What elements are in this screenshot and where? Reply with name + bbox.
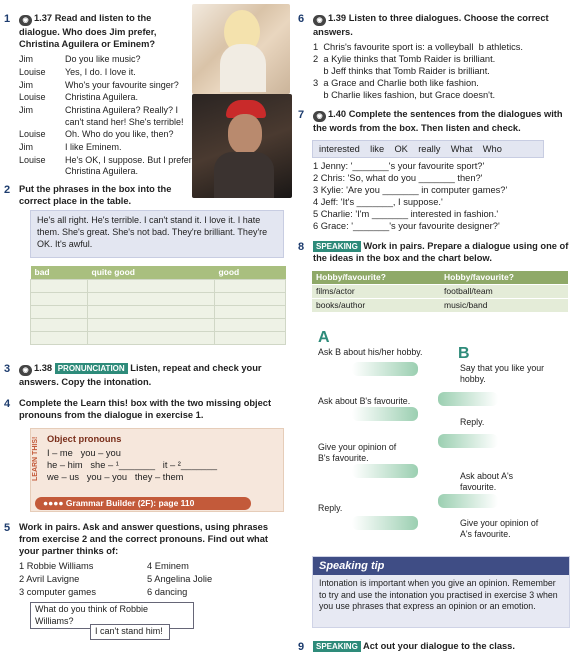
audio-cd-icon: ◉: [313, 111, 326, 122]
list-item: 1 Jenny: '_______'s your favourite sport?': [313, 161, 485, 171]
list-item: 1 Chris's favourite sport is: a volleyball b athletics.: [313, 42, 524, 53]
audio-cd-icon: ◉: [19, 15, 32, 26]
phrase-list: He's all right. He's terrible. I can't stand it. I love it. I hate them. She's great. She's not bad. They're brilliant. They're OK. It's awful.: [37, 215, 268, 250]
table-row: films/actor football/team: [312, 285, 568, 299]
dialogue-line: Yes, I do. I love it.: [65, 66, 136, 77]
dialogue-line: Do you like music?: [65, 54, 141, 65]
speaker-name: Louise: [19, 154, 46, 165]
christina-aguilera-photo: [192, 4, 290, 94]
audio-cd-icon: ◉: [313, 15, 326, 26]
exercise-instruction: SPEAKING Work in pairs. Prepare a dialogue using one of the ideas in the box and the chart below.: [313, 241, 569, 264]
left-arrow-icon: [438, 494, 498, 508]
flow-step: Ask about A's favourite.: [460, 471, 514, 492]
flow-step: Ask B about his/her hobby.: [318, 347, 423, 357]
table-cell[interactable]: [214, 293, 285, 306]
pronoun-row: I – me you – you: [47, 448, 121, 459]
answer-table: [30, 266, 286, 345]
list-item: 6 dancing: [147, 587, 188, 598]
table-cell[interactable]: [31, 332, 88, 345]
dialogue-line: Who's your favourite singer?: [65, 79, 179, 90]
audio-cd-icon: ◉: [19, 365, 32, 376]
word-box: interested like OK really What Who: [312, 140, 544, 158]
table-cell[interactable]: [214, 319, 285, 332]
table-cell[interactable]: [31, 293, 88, 306]
table-cell[interactable]: [88, 319, 215, 332]
exercise-instruction: ◉ 1.39 Listen to three dialogues. Choose the correct answers.: [313, 13, 549, 37]
table-cell[interactable]: [31, 280, 88, 293]
exercise-1: [4, 12, 192, 178]
dialogue-line: Christina Aguilera? Really? I can't stand her! She's terrible!: [65, 104, 184, 127]
speaker-name: Louise: [19, 66, 46, 77]
exercise-number: 6: [298, 13, 305, 25]
exercise-instruction: Complete the Learn this! box with the two missing object pronouns from the dialogue in exercise 1.: [19, 398, 272, 421]
exercise-2: [4, 183, 286, 207]
speaker-name: Jim: [19, 54, 33, 65]
exercise-8: [298, 240, 570, 264]
pronunciation-tag: PRONUNCIATION: [55, 363, 128, 374]
sentence-list: [313, 160, 571, 232]
flow-step: Reply.: [460, 417, 485, 427]
column-quite-good: quite good: [88, 266, 215, 280]
exercise-instruction: ◉ 1.38 PRONUNCIATION Listen, repeat and check your answers. Copy the intonation.: [19, 363, 262, 387]
flow-step: Give your opinion of B's favourite.: [318, 442, 397, 463]
exercise-number: 9: [298, 641, 305, 653]
list-item: 3 a Grace and Charlie both like fashion.: [313, 78, 479, 89]
hobby-table: [312, 271, 568, 312]
dialogue-line: Christina Aguilera.: [65, 92, 139, 103]
dialogue-line: Oh. Who do you like, then?: [65, 129, 174, 140]
right-arrow-icon: [352, 464, 418, 478]
table-cell[interactable]: [88, 332, 215, 345]
speaking-tip-heading: Speaking tip: [313, 557, 569, 575]
list-item: 3 Kylie: 'Are you _______ in computer games?': [313, 185, 508, 196]
speaker-name: Jim: [19, 141, 33, 152]
column-header: Hobby/favourite?: [312, 271, 440, 285]
exercise-instruction: Work in pairs. Ask and answer questions, using phrases from exercise 2 and the correct pronouns. Find out what your partner thinks of:: [19, 522, 269, 557]
speaking-tag: SPEAKING: [313, 641, 361, 652]
list-item: 1 Robbie Williams: [19, 561, 94, 572]
flow-step: Reply.: [318, 503, 343, 513]
speaker-name: Louise: [19, 92, 46, 103]
exercise-6: [298, 12, 570, 101]
list-item: 5 Charlie: 'I'm _______ interested in fashion.': [313, 209, 499, 220]
table-cell[interactable]: [31, 319, 88, 332]
exercise-7: [298, 108, 570, 134]
list-item: 2 Avril Lavigne: [19, 574, 80, 585]
speaking-tip-box: [312, 556, 570, 628]
exercise-number: 1: [4, 13, 11, 25]
list-item: b Charlie likes fashion, but Grace doesn't.: [313, 90, 496, 101]
flow-step: Say that you like your hobby.: [460, 363, 545, 384]
learn-this-side-label: LEARN THIS!: [32, 436, 39, 482]
list-item: 2 a Kylie thinks that Tomb Raider is brilliant.: [313, 54, 496, 65]
flow-step: Give your opinion of A's favourite.: [460, 518, 539, 539]
exercise-4: [4, 397, 286, 421]
speaker-name: Jim: [19, 79, 33, 90]
answer-speech-bubble: I can't stand him!: [90, 624, 170, 640]
item-list: [19, 560, 286, 598]
table-cell[interactable]: [214, 306, 285, 319]
exercise-instruction: SPEAKING Act out your dialogue to the class.: [313, 640, 570, 652]
right-arrow-icon: [352, 516, 418, 530]
grammar-builder-link[interactable]: ●●●● Grammar Builder (2F): page 110: [35, 497, 251, 510]
list-item: 6 Grace: '_______'s your favourite designer?': [313, 221, 500, 232]
exercise-instruction: ◉ 1.37 Read and listen to the dialogue. Who does Jim prefer, Christina Aguilera or Eminem?: [19, 13, 157, 50]
list-item: 5 Angelina Jolie: [147, 574, 213, 585]
list-item: 2 Chris: 'So, what do you _______ then?': [313, 173, 483, 184]
dialogue-line: He's OK, I suppose. But I prefer Christina Aguilera.: [65, 154, 192, 177]
pronoun-row: we – us you – you they – them: [47, 472, 184, 483]
table-cell[interactable]: [214, 280, 285, 293]
list-item: 3 computer games: [19, 587, 96, 598]
exercise-3: [4, 362, 286, 388]
left-arrow-icon: [438, 434, 498, 448]
table-cell[interactable]: [214, 332, 285, 345]
right-arrow-icon: [352, 362, 418, 376]
exercise-number: 8: [298, 241, 305, 253]
speaker-name: Louise: [19, 129, 46, 140]
learn-this-box: [30, 428, 284, 512]
speaking-tag: SPEAKING: [313, 241, 361, 252]
table-cell[interactable]: [88, 293, 215, 306]
table-cell[interactable]: [88, 306, 215, 319]
exercise-number: 4: [4, 398, 11, 410]
list-item: b Jeff thinks that Tomb Raider is brilliant.: [313, 66, 490, 77]
exercise-number: 3: [4, 363, 11, 375]
column-header: Hobby/favourite?: [440, 271, 568, 285]
dialogue-line: I like Eminem.: [65, 141, 122, 152]
speaking-tip-text: Intonation is important when you give an opinion. Remember to try and use the intonation you practised in exercise 3 when you use phrases that express an opinion or an emotion.: [319, 578, 558, 612]
dialogue: [19, 54, 192, 178]
exercise-5: [4, 521, 286, 598]
flow-step: Ask about B's favourite.: [318, 396, 411, 406]
column-good: good: [214, 266, 285, 280]
table-cell[interactable]: [88, 280, 215, 293]
exercise-number: 7: [298, 109, 305, 121]
pronoun-row: he – him she – ¹_______ it – ²_______: [47, 460, 218, 471]
exercise-number: 5: [4, 522, 11, 534]
table-row: books/author music/band: [312, 299, 568, 313]
table-cell[interactable]: [31, 306, 88, 319]
list-item: 4 Eminem: [147, 561, 189, 572]
phrase-box: [30, 210, 284, 258]
speaker-a-label: A: [318, 329, 330, 346]
learn-this-title: Object pronouns: [47, 434, 122, 444]
speaker-name: Jim: [19, 104, 33, 115]
right-arrow-icon: [352, 407, 418, 421]
question-speech-bubble: What do you think of Robbie Williams?: [30, 602, 194, 629]
exercise-instruction: Put the phrases in the box into the correct place in the table.: [19, 184, 172, 207]
exercise-number: 2: [4, 184, 11, 196]
column-bad: bad: [31, 266, 88, 280]
speaker-b-label: B: [458, 345, 470, 362]
exercise-instruction: ◉ 1.40 Complete the sentences from the dialogues with the words from the box. Then listen and check.: [313, 109, 563, 133]
exercise-9: [298, 640, 570, 652]
list-item: 4 Jeff: 'It's _______, I suppose.': [313, 197, 443, 208]
